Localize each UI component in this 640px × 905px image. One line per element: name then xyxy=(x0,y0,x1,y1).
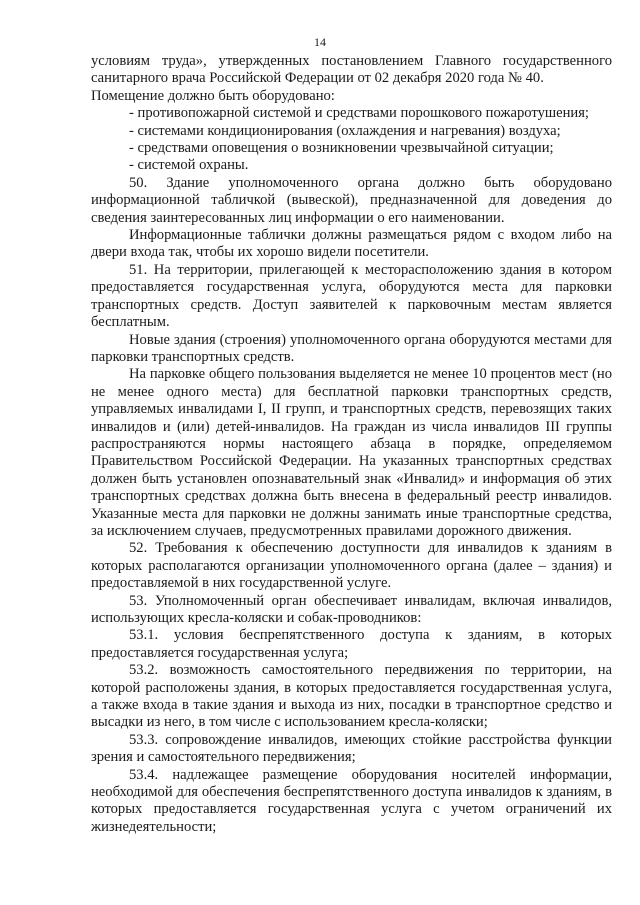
paragraph: Новые здания (строения) уполномоченного органа оборудуются местами для парковки транспортных средств. xyxy=(91,331,612,365)
paragraph: Информационные таблички должны размещаться рядом с входом либо на двери входа так, чтобы их хорошо видели посетители. xyxy=(91,227,612,261)
paragraph: 51. На территории, прилегающей к месторасположению здания в котором предоставляется государственная услуга, оборудуются места для парковки транспортных средств. Доступ заявителей к парковочным местам является бесплатным. xyxy=(91,261,612,331)
paragraph: 52. Требования к обеспечению доступности для инвалидов к зданиям в которых располагаются организации уполномоченного органа (далее – здания) и предоставляемой в них государственной услуге. xyxy=(91,540,612,592)
paragraph: условиям труда», утвержденных постановлением Главного государственного санитарного врача Российской Федерации от 02 декабря 2020 года № 40. xyxy=(91,53,612,87)
list-item: - средствами оповещения о возникновении чрезвычайной ситуации; xyxy=(129,140,554,157)
paragraph: 53.4. надлежащее размещение оборудования носителей информации, необходимой для обеспечения беспрепятственного доступа инвалидов к зданиям, в которых предоставляется государственная услуга с учетом ограничений их жизнедеятельности; xyxy=(91,766,612,835)
document-body xyxy=(91,53,612,836)
paragraph: 53. Уполномоченный орган обеспечивает инвалидам, включая инвалидов, использующих кресла-коляски и собак-проводников: xyxy=(91,592,612,626)
list-item: - системами кондиционирования (охлаждения и нагревания) воздуха; xyxy=(129,122,561,139)
paragraph: Помещение должно быть оборудовано: xyxy=(91,87,335,104)
list-item: - системой охраны. xyxy=(129,157,249,174)
paragraph: 53.2. возможность самостоятельного передвижения по территории, на которой расположены здания, в которых предоставляется государственная услуга, а также входа в такие здания и выхода из них, посадки в транспортное средство и высадки из него, в том числе с использованием кресла-коляски; xyxy=(91,662,612,731)
paragraph: 53.3. сопровождение инвалидов, имеющих стойкие расстройства функции зрения и самостоятельного передвижения; xyxy=(91,731,612,766)
list-item: - противопожарной системой и средствами порошкового пожаротушения; xyxy=(129,105,589,122)
paragraph: 53.1. условия беспрепятственного доступа к зданиям, в которых предоставляется государственная услуга; xyxy=(91,627,612,661)
page-number: 14 xyxy=(314,35,326,49)
paragraph: На парковке общего пользования выделяется не менее 10 процентов мест (но не менее одного места) для бесплатной парковки транспортных средств, управляемых инвалидами I, II групп, и транспортных средств, перевозящих таких инвалидов и (или) детей-инвалидов. На граждан из числа инвалидов III группы распространяются нормы настоящего абзаца в порядке, определяемом Правительством Российской Федерации. На указанных транспортных средствах должен быть установлен опознавательный знак «Инвалид» и информация об этих транспортных средствах должна быть внесена в федеральный реестр инвалидов. Указанные места для парковки не должны занимать иные транспортные средства, за исключением случаев, предусмотренных правилами дорожного движения. xyxy=(91,366,612,539)
paragraph: 50. Здание уполномоченного органа должно быть оборудовано информационной табличкой (вывеской), предназначенной для доведения до сведения заинтересованных лиц информации о его наименовании. xyxy=(91,174,612,226)
